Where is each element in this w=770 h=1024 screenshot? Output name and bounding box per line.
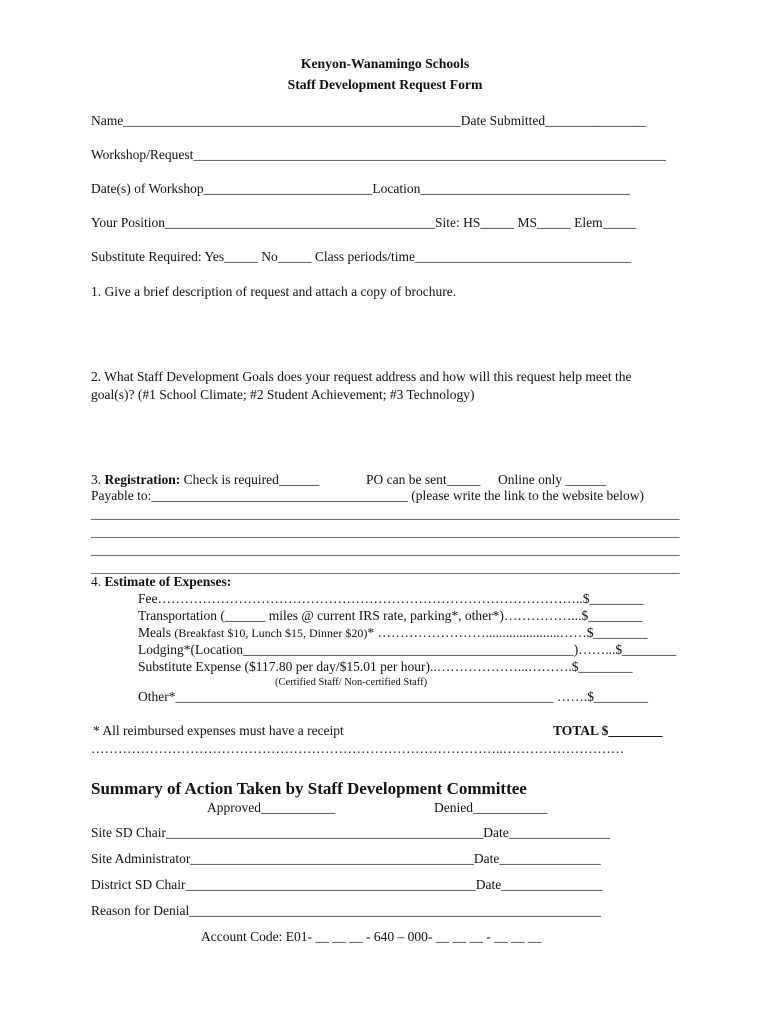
total-field[interactable] (553, 723, 662, 739)
link-line[interactable]: __________________________________________________________________________________________ (91, 506, 680, 521)
payable-to-field[interactable]: Payable to:______________________________________ (please write the link to the website below) (91, 488, 645, 503)
expenses-label: Estimate of Expenses: (104, 574, 232, 589)
other-expense-field[interactable]: Other*________________________________________________________ …….$________ (138, 689, 648, 704)
question-2-line-1: 2. What Staff Development Goals does your request address and how will this request help meet the (91, 369, 632, 384)
expenses-number: 4. (91, 574, 105, 589)
fee-field[interactable]: Fee…………………………………………………………………………………..$________ (138, 591, 644, 606)
registration-line (91, 472, 319, 488)
meals-field[interactable] (138, 625, 647, 641)
meals-label: Meals (138, 625, 175, 640)
po-field[interactable]: PO can be sent_____ (366, 472, 481, 487)
online-only-field[interactable]: Online only ______ (498, 472, 606, 487)
question-1: 1. Give a brief description of request and attach a copy of brochure. (91, 284, 457, 299)
question-2-line-2: goal(s)? (#1 School Climate; #2 Student Achievement; #3 Technology) (91, 387, 475, 402)
school-name: Kenyon-Wanamingo Schools (300, 56, 470, 71)
dotted-divider: ………………………………………………………………………………..……………………… (91, 741, 625, 756)
lodging-field[interactable]: Lodging*(Location_________________________________________________)……...$________ (138, 642, 677, 657)
account-code-field[interactable]: Account Code: E01- __ __ __ - 640 – 000- __ __ __ - __ __ __ (201, 929, 542, 944)
form-title: Staff Development Request Form (287, 77, 483, 92)
link-line[interactable]: __________________________________________________________________________________________ (91, 524, 680, 539)
denied-field[interactable]: Denied___________ (434, 800, 548, 815)
approved-field[interactable]: Approved___________ (207, 800, 336, 815)
denial-reason-field[interactable]: Reason for Denial_____________________________________________________________ (91, 903, 601, 918)
total-text: TOTAL $________ (553, 723, 663, 738)
name-date-field[interactable]: Name__________________________________________________Date Submitted_______________ (91, 113, 647, 128)
workshop-request-field[interactable]: Workshop/Request______________________________________________________________________ (91, 147, 666, 162)
site-administrator-field[interactable]: Site Administrator__________________________________________Date_______________ (91, 851, 601, 866)
link-line[interactable]: __________________________________________________________________________________________ (91, 542, 680, 557)
substitute-note: (Certified Staff/ Non-certified Staff) (275, 677, 428, 688)
district-sd-chair-field[interactable]: District SD Chair___________________________________________Date_______________ (91, 877, 603, 892)
substitute-required-field[interactable]: Substitute Required: Yes_____ No_____ Class periods/time________________________________ (91, 249, 631, 264)
expenses-heading (91, 574, 231, 590)
registration-number: 3. (91, 472, 105, 487)
position-site-field[interactable]: Your Position________________________________________Site: HS_____ MS_____ Elem_____ (91, 215, 637, 230)
check-required-field[interactable]: Check is required______ (180, 472, 320, 487)
meals-rates: (Breakfast $10, Lunch $15, Dinner $20) (174, 626, 368, 640)
substitute-expense-field[interactable]: Substitute Expense ($117.80 per day/$15.01 per hour)..………………...……….$________ (138, 659, 633, 674)
dates-location-field[interactable]: Date(s) of Workshop_________________________Location_______________________________ (91, 181, 630, 196)
transportation-field[interactable]: Transportation (______ miles @ current IRS rate, parking*, other*)……………...$________ (138, 608, 643, 623)
meals-amount: * ……………………......................……$________ (367, 625, 648, 640)
link-line[interactable]: __________________________________________________________________________________________ (91, 560, 680, 575)
receipt-note: * All reimbursed expenses must have a receipt (93, 723, 344, 738)
registration-label: Registration: (104, 472, 181, 487)
site-sd-chair-field[interactable]: Site SD Chair_______________________________________________Date_______________ (91, 825, 610, 840)
summary-title: Summary of Action Taken by Staff Development Committee (91, 779, 527, 798)
